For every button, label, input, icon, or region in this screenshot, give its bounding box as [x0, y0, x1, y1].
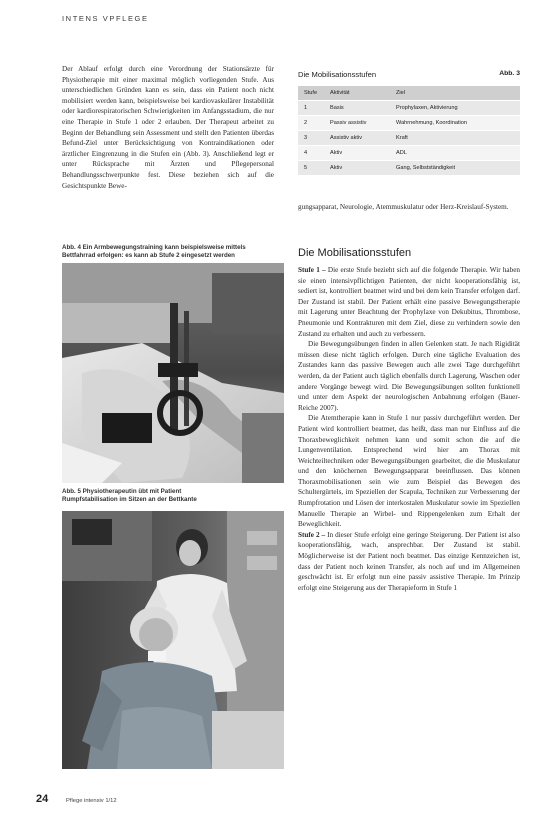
table-header-cell: Stufe [298, 86, 324, 101]
table-cell: 2 [298, 116, 324, 131]
table-cell: Gang, Selbstständigkeit [390, 161, 520, 176]
table-number: Abb. 3 [499, 70, 520, 77]
table-cell: 4 [298, 146, 324, 161]
running-header: INTENS VPFLEGE [62, 14, 149, 23]
table-cell: Prophylaxen, Aktivierung [390, 101, 520, 116]
figure-5-caption-line-1: Abb. 5 Physiotherapeutin übt mit Patient [62, 488, 182, 495]
right-body-text [298, 265, 520, 593]
table-header-cell: Ziel [390, 86, 520, 101]
table-row [298, 101, 520, 116]
table-cell: Aktiv [324, 161, 390, 176]
figure-4-photo [62, 263, 284, 483]
table-cell: Basis [324, 101, 390, 116]
table-cell: Kraft [390, 131, 520, 146]
figure-4-caption: Abb. 4 Ein Armbewegungstraining kann beispielsweise mittels Bettfahrrad erfolgen: es kann ab Stufe 2 eingesetzt werden [62, 244, 246, 260]
table-row [298, 116, 520, 131]
table-header-row [298, 86, 520, 101]
table-header-cell: Aktivität [324, 86, 390, 101]
figure-5-caption [62, 488, 274, 505]
paragraph-stufe-2 [298, 530, 520, 594]
figure-5-caption-line-2: Rumpfstabilisation im Sitzen an der Bettkante [62, 496, 197, 504]
right-top-text: gungsapparat, Neurologie, Atemmuskulatur oder Herz-Kreislauf-System. [298, 203, 509, 211]
mobilisation-table [298, 86, 520, 176]
paragraph: Die Atemtherapie kann in Stufe 1 nur passiv durchgeführt werden. Der Patient wird kontrolliert beatmet, das heißt, dass man nur Einfluss auf die Thoraxbeweglichkeit nehmen kann und somit schon die auf die Lungenventilation. Entsprechend wird hier am Thorax mit Weichteiltechniken oder Bewegungsübungen gearbeitet, die die Muskulatur und den knöchernen Bewegungsapparat beeinflussen. Das können Thoraxmobilisationen sein wie zum Beispiel das Bewegen des Schultergürtels, im Speziellen der Scapula, Techniken zur Verbesserung der Rumpfrotation und Lösen der interkostalen Muskulatur sowie im Speziellen Manuelle Therapie an Wirbel- und Rippengelenken zum Erhalt der Beweglichkeit. [298, 414, 520, 529]
table-row [298, 161, 520, 176]
paragraph: Der Ablauf erfolgt durch eine Verordnung der Stationsärzte für Physiotherapie mit einer maximal möglich vorliegenden Stufe. Aus unterschiedlichen Gründen kann es sein, dass ein Patient noch nicht mobilisiert werden kann, beispielsweise bei kardiovaskulärer Instabilität oder kardiorespiratorischen Schwierigkeiten im Anfangsstadium, die nur eine Therapie in Stufe 1 oder 2 erlauben. Der Therapeut arbeitet zu Beginn der Behandlung sein Assessment und stellt den Patienten überdas Befund-Ziel unter Berücksichtigung von Kontraindikationen oder ärztlicher Eingrenzung in die Stufen ein (Abb. 3). Anschließend legt er unter Rücksprache mit Ärzten und Pflegepersonal Behandlungsschwerpunkte fest. Diese beziehen sich auf die Gesichtspunkte Bewe- [62, 65, 274, 190]
table-row [298, 146, 520, 161]
stufe-2-text: In dieser Stufe erfolgt eine geringe Steigerung. Der Patient ist also kooperationsfähig, wach, ansprechbar. Der Zustand ist stabil. Möglicherweise ist der Patient noch beatmet. Das einzige Kennzeichen ist, dass der Patient noch keinen Transfer, als noch auf und im Allgemeinen geschwächt ist. Er erfolgt nun eine passiv assistive Therapie. Im Prinzip erfolgt eine Steigerung aus der Therapieform in Stufe 1 [298, 530, 521, 592]
stufe-1-text: Die erste Stufe bezieht sich auf die folgende Therapie. Wir haben sie einen intensivpflichtigen Patienten, der nicht kooperationsfähig ist, sediert ist, kontrolliert beatmet wird und bei dem kein Transfer erfolgen darf. Der Zustand ist stabil. Der Patient erhält eine passive Bewegungstherapie mit Lagerung unter Beachtung der Prophylaxe von Dekubitus, Thrombose, Pneumonie und Kontrakturen mit dem Ziel, diese zu verhindern sowie den Zustand zu erhalten und auch zu verbessern. [298, 266, 520, 338]
table-title: Die Mobilisationsstufen [298, 70, 377, 79]
figure-5-photo [62, 511, 284, 769]
stufe-1-lead: Stufe 1 – [298, 266, 326, 274]
table-cell: Wahrnehmung, Koordination [390, 116, 520, 131]
table-cell: 3 [298, 131, 324, 146]
table-row [298, 131, 520, 146]
paragraph-stufe-1 [298, 265, 520, 339]
section-heading: Die Mobilisationsstufen [298, 247, 412, 259]
bed-ergometer-photo-image [62, 263, 284, 483]
left-column-text [62, 64, 274, 191]
table-grid [298, 86, 520, 176]
journal-name: Pflege intensiv 1/12 [66, 798, 117, 804]
table-cell: 5 [298, 161, 324, 176]
page-number: 24 [36, 793, 49, 805]
table-cell: Assistiv aktiv [324, 131, 390, 146]
table-cell: 1 [298, 101, 324, 116]
stufe-2-lead: Stufe 2 – [298, 530, 326, 539]
table-cell: ADL [390, 146, 520, 161]
table-cell: Aktiv [324, 146, 390, 161]
paragraph: Die Bewegungsübungen finden in allen Gelenken statt. Je nach Rigidität müssen diese nicht täglich erfolgen. Durch eine tägliche Evaluation des Zustandes kann das passive Bewegen auch alle zwei Tage durchgeführt werden, da der Patient auch täglich ebenfalls durch Lagerung, Waschen oder andere Vorgänge bewegt wird. Die Bewegungsübungen sollten funktionell und unter dem Aspekt der neurologischen Anbahnung erfolgen (Bauer-Reiche 2007). [298, 340, 520, 412]
sitting-patient-photo-image [62, 511, 284, 769]
table-cell: Passiv assistiv [324, 116, 390, 131]
